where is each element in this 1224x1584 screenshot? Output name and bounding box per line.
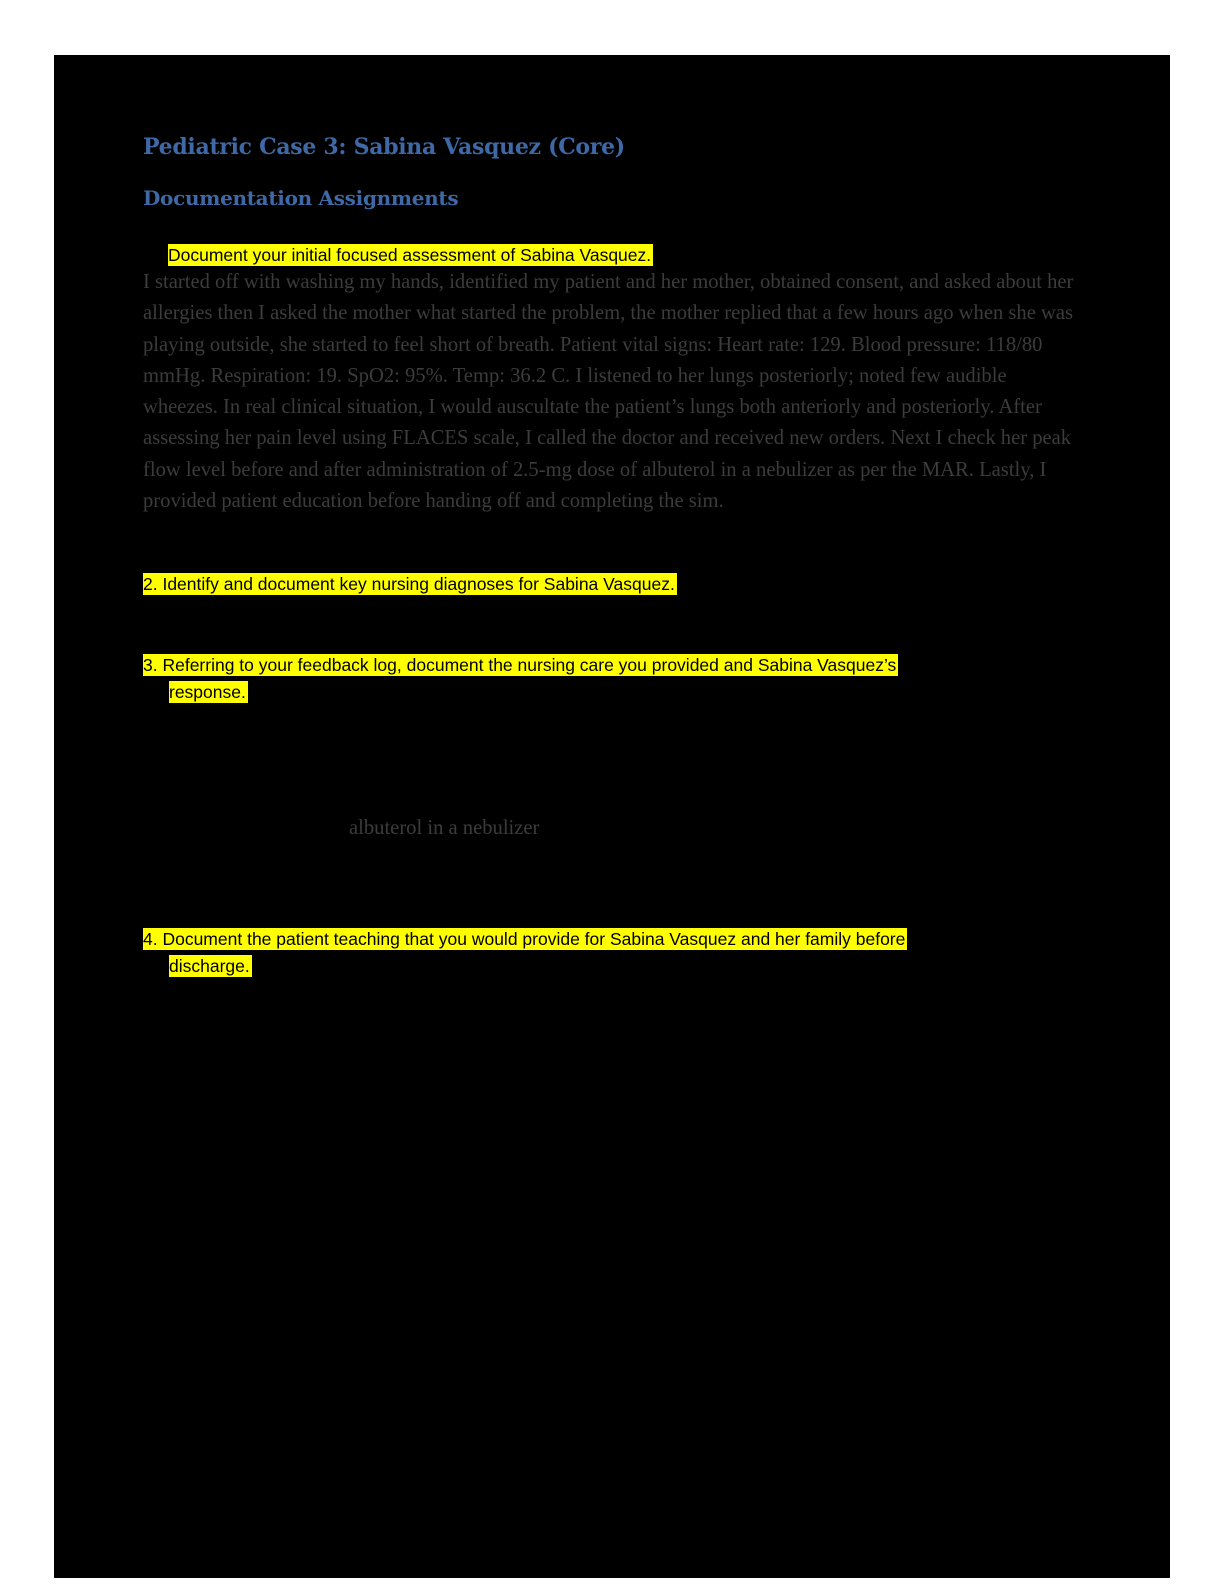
question-3-text-line-2: response.	[169, 682, 246, 702]
document-page	[54, 55, 1170, 1578]
question-4	[143, 926, 1023, 980]
question-1	[168, 242, 653, 268]
question-1-text: Document your initial focused assessment of Sabina Vasquez.	[168, 245, 652, 265]
question-4-text-line-1: 4. Document the patient teaching that you would provide for Sabina Vasquez and her family before	[143, 929, 906, 949]
question-2	[143, 571, 1023, 598]
question-4-text-line-2: discharge.	[169, 956, 250, 976]
stray-text-fragment: albuterol in a nebulizer	[349, 817, 540, 839]
section-heading: Documentation Assignments	[143, 186, 459, 210]
document-title: Pediatric Case 3: Sabina Vasquez (Core)	[143, 134, 625, 160]
question-2-text: 2. Identify and document key nursing diagnoses for Sabina Vasquez.	[143, 574, 675, 594]
answer-1-text: I started off with washing my hands, identified my patient and her mother, obtained consent, and asked about her allergies then I asked the mother what started the problem, the mother replied that a few hours ago when she was playing outside, she started to feel short of breath. Patient vital signs: Heart rate: 129. Blood pressure: 118/80 mmHg. Respiration: 19. SpO2: 95%. Temp: 36.2 C. I listened to her lungs posteriorly; noted few audible wheezes. In real clinical situation, I would auscultate the patient’s lungs both anteriorly and posteriorly. After assessing her pain level using FLACES scale, I called the doctor and received new orders. Next I check her peak flow level before and after administration of 2.5-mg dose of albuterol in a nebulizer as per the MAR. Lastly, I provided patient education before handing off and completing the sim.	[143, 271, 1074, 513]
question-3	[143, 652, 1023, 706]
question-3-text-line-1: 3. Referring to your feedback log, document the nursing care you provided and Sabina Vasquez’s	[143, 655, 897, 675]
